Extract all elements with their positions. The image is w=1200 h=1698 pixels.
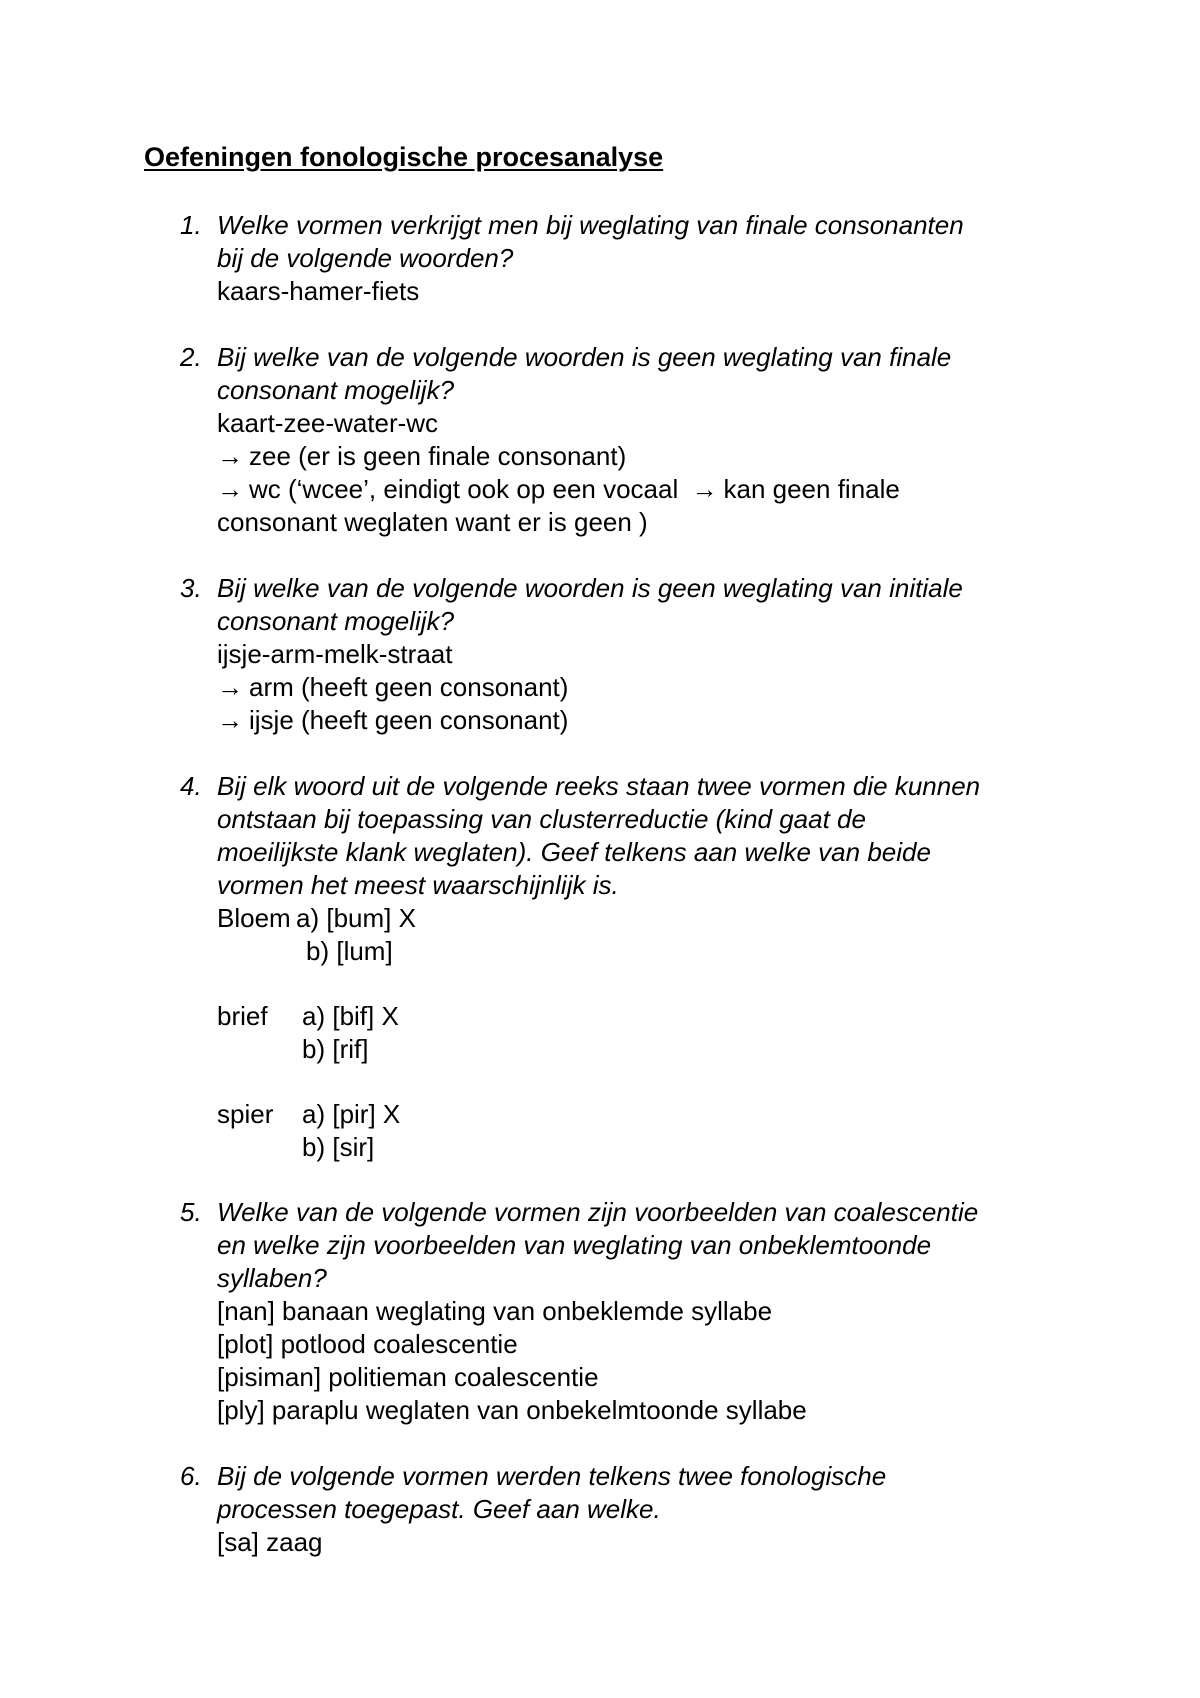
- question-number-5: 5.: [180, 1197, 202, 1227]
- question-5-answer: [pisiman] politieman coalescentie: [217, 1362, 599, 1392]
- question-number-3: 3.: [180, 573, 202, 603]
- question-2-line-2: consonant mogelijk?: [217, 375, 455, 405]
- question-4-item-option-a: a) [pir] X: [302, 1099, 401, 1129]
- question-3-words: ijsje-arm-melk-straat: [217, 639, 453, 669]
- question-3-line-2: consonant mogelijk?: [217, 606, 455, 636]
- question-number-4: 4.: [180, 771, 202, 801]
- question-4-item-option-a: a) [bum] X: [296, 903, 416, 933]
- arrow-right-icon: →: [691, 474, 718, 504]
- question-2-answer-1: [217, 440, 626, 473]
- question-4-item-word: brief: [217, 1001, 268, 1031]
- question-2-words: kaart-zee-water-wc: [217, 408, 439, 438]
- arrow-right-icon: →: [217, 705, 243, 735]
- question-5-answer: [nan] banaan weglating van onbeklemde syllabe: [217, 1296, 773, 1326]
- question-4-line-2: ontstaan bij toepassing van clusterreductie (kind gaat de: [217, 804, 866, 834]
- question-6-line-2: processen toegepast. Geef aan welke.: [217, 1494, 661, 1524]
- question-4-item-option-b: b) [lum]: [306, 936, 393, 966]
- question-5-answer: [ply] paraplu weglaten van onbekelmtoonde syllabe: [217, 1395, 807, 1425]
- question-5-line-1: Welke van de volgende vormen zijn voorbeelden van coalescentie: [217, 1197, 979, 1227]
- question-4-item-word: Bloem: [217, 903, 291, 933]
- question-5-line-2: en welke zijn voorbeelden van weglating van onbeklemtoonde: [217, 1230, 932, 1260]
- arrow-right-icon: →: [217, 672, 243, 702]
- question-5-answer: [plot] potlood coalescentie: [217, 1329, 518, 1359]
- question-1-line-2: bij de volgende woorden?: [217, 243, 514, 273]
- question-number-1: 1.: [180, 210, 202, 240]
- question-2-answer-2-continued: consonant weglaten want er is geen ): [217, 507, 648, 537]
- question-4-item-option-a: a) [bif] X: [302, 1001, 399, 1031]
- question-1-words: kaars-hamer-fiets: [217, 276, 420, 306]
- question-4-line-1: Bij elk woord uit de volgende reeks staan twee vormen die kunnen: [217, 771, 981, 801]
- question-6-answer-1: [sa] zaag: [217, 1527, 323, 1557]
- answer-text: kan geen finale: [723, 474, 900, 504]
- answer-text: zee (er is geen finale consonant): [249, 441, 627, 471]
- question-6-line-1: Bij de volgende vormen werden telkens twee fonologische: [217, 1461, 887, 1491]
- question-2-line-1: Bij welke van de volgende woorden is geen weglating van finale: [217, 342, 952, 372]
- page-title: Oefeningen fonologische procesanalyse: [144, 142, 664, 172]
- answer-text: arm (heeft geen consonant): [249, 672, 569, 702]
- question-number-2: 2.: [180, 342, 202, 372]
- question-4-line-3: moeilijkste klank weglaten). Geef telkens aan welke van beide: [217, 837, 931, 867]
- answer-text: wc (‘wcee’, eindigt ook op een vocaal: [249, 474, 679, 504]
- arrow-right-icon: →: [217, 441, 243, 471]
- question-5-line-3: syllaben?: [217, 1263, 327, 1293]
- question-2-answer-2: [217, 473, 900, 506]
- question-1-line-1: Welke vormen verkrijgt men bij weglating van finale consonanten: [217, 210, 964, 240]
- question-4-line-4: vormen het meest waarschijnlijk is.: [217, 870, 619, 900]
- question-3-line-1: Bij welke van de volgende woorden is geen weglating van initiale: [217, 573, 963, 603]
- question-4-item-option-b: b) [rif]: [302, 1034, 369, 1064]
- question-3-answer-1: [217, 671, 568, 704]
- question-number-6: 6.: [180, 1461, 202, 1491]
- question-3-answer-2: [217, 704, 568, 737]
- arrow-right-icon: →: [217, 474, 243, 504]
- question-4-item-word: spier: [217, 1099, 274, 1129]
- answer-text: ijsje (heeft geen consonant): [249, 705, 569, 735]
- question-4-item-option-b: b) [sir]: [302, 1132, 375, 1162]
